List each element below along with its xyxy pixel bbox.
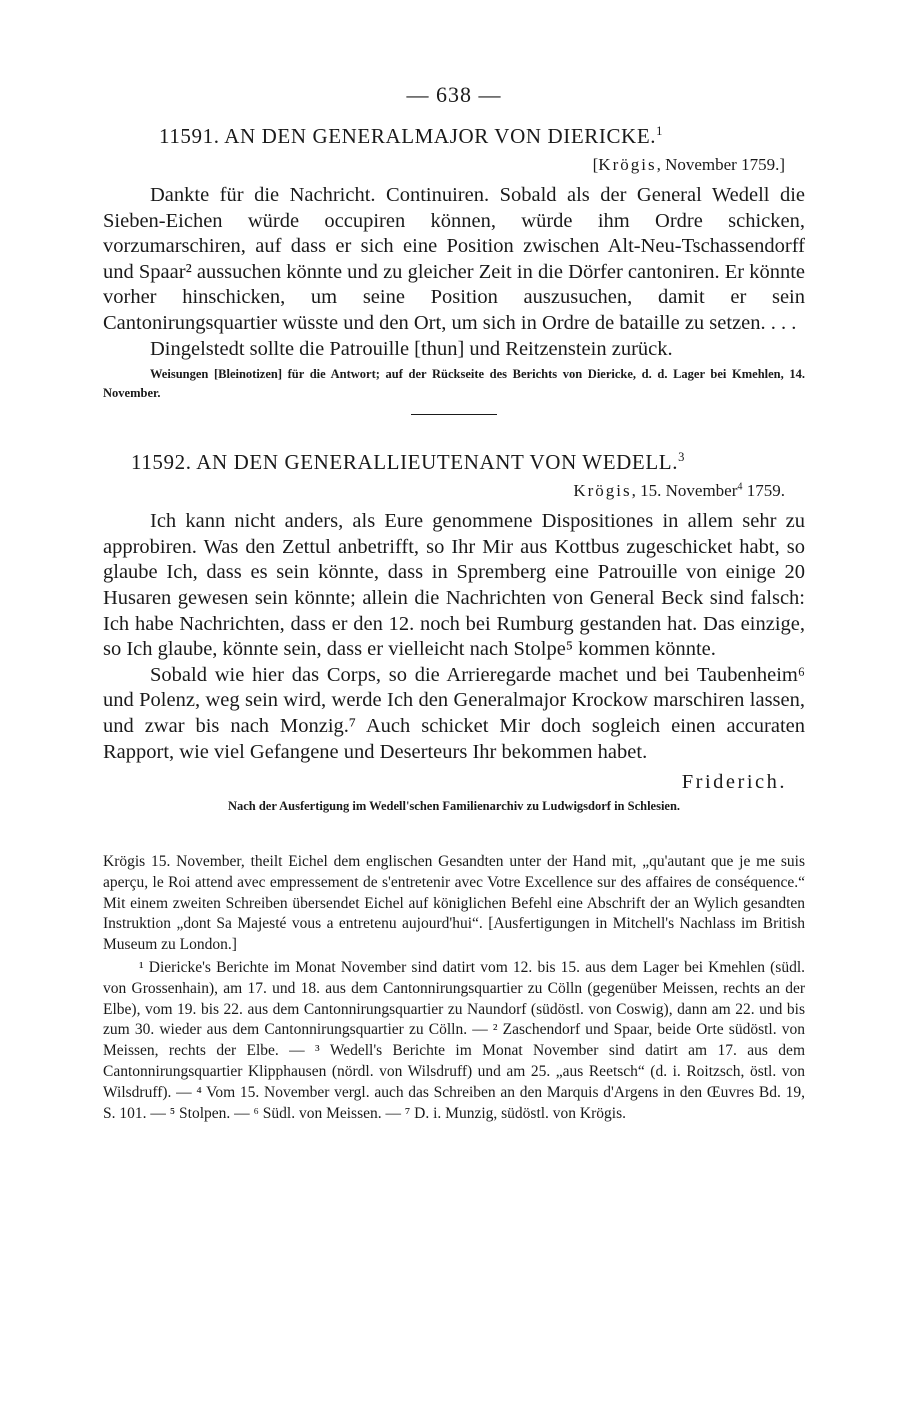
letter-date <box>103 481 785 501</box>
date-place: Krögis <box>573 481 632 501</box>
letter-paragraph: Dankte für die Nachricht. Continuiren. Sobald als der General Wedell die Sieben-Eichen würde occupiren können, würde ihm Ordre schicken, vorzumarschiren, auf dass er sich eine Position zwischen Alt-Neu-Tschassendorff und Spaar² aussuchen könnte und zu gleicher Zeit in die Dörfer cantoniren. Er könnte vorher hinschicken, um seine Position auszusuchen, damit er sein Cantonirungsquartier wüsste und den Ort, um sich in Ordre de bataille zu setzen. . . . <box>103 184 805 334</box>
date-day: , 15. November <box>631 481 738 501</box>
letter-heading-11591 <box>159 124 805 149</box>
footnote-ref: 1 <box>656 124 663 138</box>
letter-heading-11592 <box>131 450 805 475</box>
letter-body <box>103 183 805 362</box>
footnotes: ¹ Diericke's Berichte im Monat November sind datirt vom 12. bis 15. aus dem Lager bei Kmehlen (südl. von Grossenhain), am 17. und 18. aus dem Cantonnirungsquartier zu Cölln (gegenüber Meissen, rechts an der Elbe), vom 19. bis 22. aus dem Cantonnirungsquartier zu Naundorf (südöstl. von Coswig), dann am 22. und bis zum 30. wieder aus dem Cantonnirungsquartier zu Cölln. — ² Zaschendorf und Spaar, beide Orte südöstl. von Meissen, rechts der Elbe. — ³ Wedell's Berichte im Monat November sind datirt am 17. aus dem Cantonnirungsquartier Klipphausen (nördl. von Wilsdruff) und am 25. „aus Reetsch“ (d. i. Roitzsch, östl. von Wilsdruff). — ⁴ Vom 15. November vergl. auch das Schreiben an den Marquis d'Argens in den Œuvres Bd. 19, S. 101. — ⁵ Stolpen. — ⁶ Südl. von Meissen. — ⁷ D. i. Munzig, südöstl. von Krögis. <box>103 959 805 1122</box>
letter-body <box>103 509 805 765</box>
notes-intro: Krögis 15. November, theilt Eichel dem englischen Gesandten unter der Hand mit, „qu'autant que je me suis aperçu, le Roi attend avec empressement de s'entretenir avec Votre Excellence sur des affaires de conséquence.“ Mit einem zweiten Schreiben übersendet Eichel auf königlichen Befehl eine Abschrift der an Wylich gesandten Instruktion „dont Sa Majesté vous a entretenu aujourd'hui“. [Ausfertigungen in Mitchell's Nachlass im British Museum zu London.] <box>103 853 805 954</box>
signature: Friderich. <box>681 771 787 794</box>
source-note: Weisungen [Bleinotizen] für die Antwort; auf der Rückseite des Berichts von Diericke, d. d. Lager bei Kmehlen, 14. November. <box>103 367 805 401</box>
notes-section <box>103 852 805 1124</box>
date-year: 1759. <box>742 481 785 501</box>
document-page <box>103 82 805 1124</box>
letter-number: 11591. <box>159 124 220 148</box>
page-number: — 638 — <box>406 82 502 107</box>
letter-paragraph: Ich kann nicht anders, als Eure genommene Dispositiones in allem sehr zu approbiren. Was den Zettul anbetrifft, so Ihr Mir aus Kottbus zugeschicket habt, so glaube Ich, dass es sein könnte, dass in Spremberg eine Patrouille von einige 20 Husaren gewesen sein könnte; allein die Nachrichten von General Beck sind falsch: Ich habe Nachrichten, dass er den 12. noch bei Rumburg gestanden hat. Das einzige, so Ich glaube, könnte sein, dass er vielleicht nach Stolpe⁵ kommen könnte. <box>103 510 805 661</box>
footnote-ref: 4 <box>737 481 743 493</box>
date-place: Krögis <box>598 155 657 174</box>
source-note: Nach der Ausfertigung im Wedell'schen Familienarchiv zu Ludwigsdorf in Schlesien. <box>227 799 681 814</box>
letter-title: AN DEN GENERALLIEUTENANT VON WEDELL. <box>196 450 679 475</box>
letter-paragraph: Sobald wie hier das Corps, so die Arrieregarde machet und bei Taubenheim⁶ und Polenz, weg sein wird, werde Ich den Generalmajor Krockow marschiren lassen, und zwar bis nach Monzig.⁷ Auch schicket Mir doch sogleich einen accuraten Rapport, wie viel Gefangene und Deserteurs Ihr bekommen habet. <box>103 663 805 763</box>
letter-paragraph: Dingelstedt sollte die Patrouille [thun] und Reitzenstein zurück. <box>150 337 673 360</box>
letter-title: AN DEN GENERALMAJOR VON DIERICKE. <box>224 124 657 148</box>
footnote-ref: 3 <box>678 450 685 465</box>
date-rest: , November 1759.] <box>656 155 785 174</box>
date-bracket: [ <box>592 155 599 174</box>
letter-date <box>103 155 785 175</box>
letter-number: 11592. <box>131 450 192 475</box>
